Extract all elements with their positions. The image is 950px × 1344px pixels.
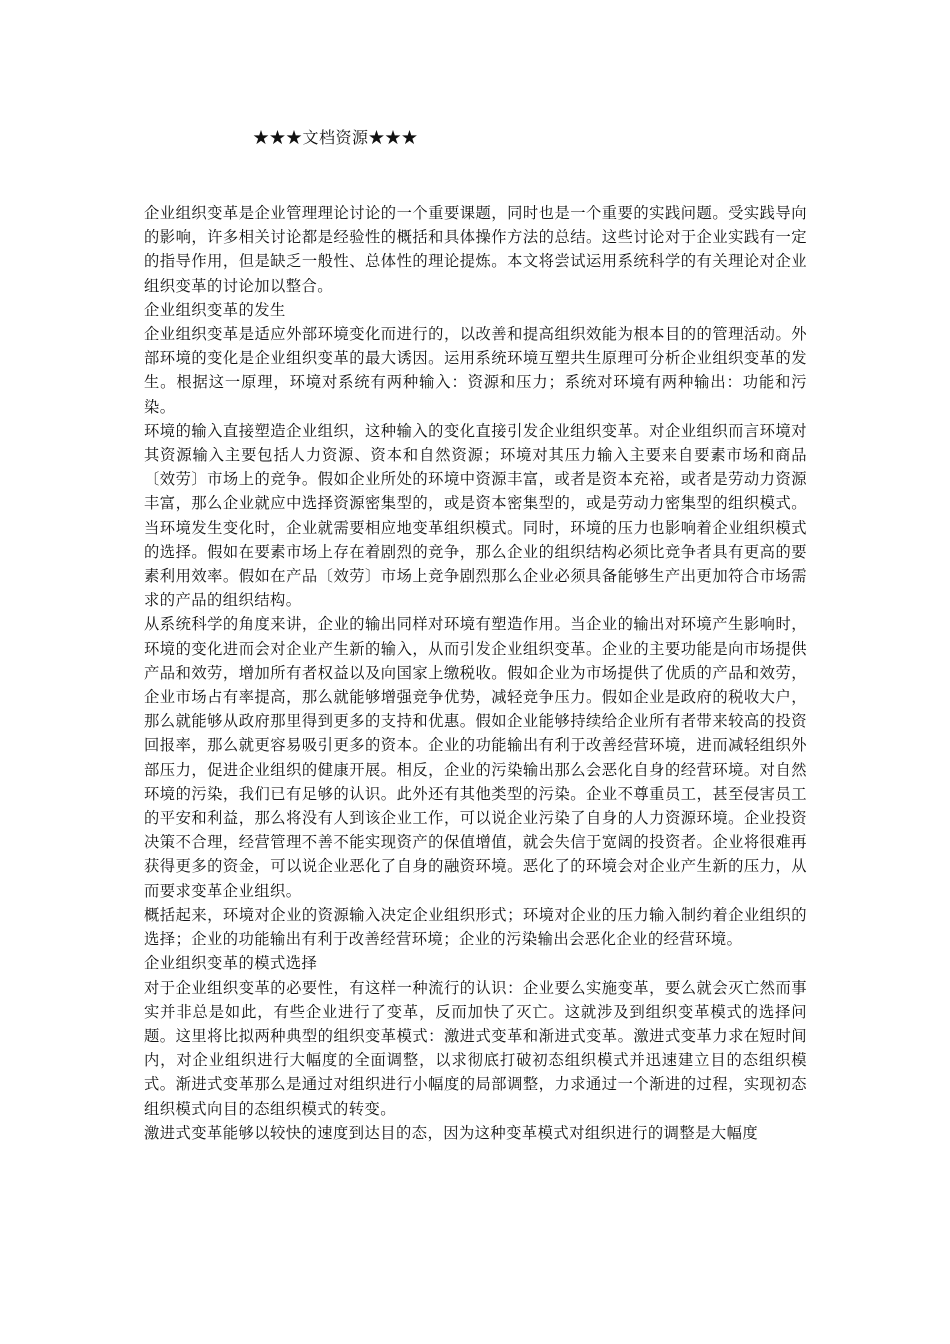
document-header-title: ★★★文档资源★★★ <box>253 128 419 147</box>
section-heading-occurrence: 企业组织变革的发生 <box>144 300 286 319</box>
body-paragraph: 概括起来，环境对企业的资源输入决定企业组织形式；环境对企业的压力输入制约着企业组织的选择；企业的功能输出有利于改善经营环境；企业的污染输出会恶化企业的经营环境。 <box>144 905 807 949</box>
body-paragraph: 环境的输入直接塑造企业组织，这种输入的变化直接引发企业组织变革。对企业组织而言环境对其资源输入主要包括人力资源、资本和自然资源；环境对其压力输入主要来自要素市场和商品〔效劳〕市场上的竞争。假如企业所处的环境中资源丰富，或者是资本充裕，或者是劳动力资源丰富，那么企业就应中选择资源密集型的，或是资本密集型的，或是劳动力密集型的组织模式。当环境发生变化时，企业就需要相应地变革组织模式。同时，环境的压力也影响着企业组织模式的选择。假如在要素市场上存在着剧烈的竞争，那么企业的组织结构必须比竞争者具有更高的要素利用效率。假如在产品〔效劳〕市场上竞争剧烈那么企业必须具备能够生产出更加符合市场需求的产品的组织结构。 <box>144 421 807 610</box>
document-body <box>144 201 807 1145</box>
section-heading-mode-selection: 企业组织变革的模式选择 <box>144 954 318 973</box>
body-paragraph: 激进式变革能够以较快的速度到达目的态，因为这种变革模式对组织进行的调整是大幅度 <box>144 1123 759 1142</box>
body-paragraph: 从系统科学的角度来讲，企业的输出同样对环境有塑造作用。当企业的输出对环境产生影响时，环境的变化进而会对企业产生新的输入，从而引发企业组织变革。企业的主要功能是向市场提供产品和效劳，增加所有者权益以及向国家上缴税收。假如企业为市场提供了优质的产品和效劳，企业市场占有率提高，那么就能够增强竞争优势，减轻竞争压力。假如企业是政府的税收大户，那么就能够从政府那里得到更多的支持和优惠。假如企业能够持续给企业所有者带来较高的投资回报率，那么就更容易吸引更多的资本。企业的功能输出有利于改善经营环境，进而减轻组织外部压力，促进企业组织的健康开展。相反，企业的污染输出那么会恶化自身的经营环境。对自然环境的污染，我们已有足够的认识。此外还有其他类型的污染。企业不尊重员工，甚至侵害员工的平安和利益，那么将没有人到该企业工作，可以说企业污染了自身的人力资源环境。企业投资决策不合理，经营管理不善不能实现资产的保值增值，就会失信于宽阔的投资者。企业将很难再获得更多的资金，可以说企业恶化了自身的融资环境。恶化了的环境会对企业产生新的压力，从而要求变革企业组织。 <box>144 615 807 900</box>
body-paragraph: 对于企业组织变革的必要性，有这样一种流行的认识：企业要么实施变革，要么就会灭亡然而事实并非总是如此，有些企业进行了变革，反而加快了灭亡。这就涉及到组织变革模式的选择问题。这里将比拟两种典型的组织变革模式：激进式变革和渐进式变革。激进式变革力求在短时间内，对企业组织进行大幅度的全面调整，以求彻底打破初态组织模式并迅速建立目的态组织模式。渐进式变革那么是通过对组织进行小幅度的局部调整，力求通过一个渐进的过程，实现初态组织模式向目的态组织模式的转变。 <box>144 978 807 1118</box>
body-paragraph: 企业组织变革是适应外部环境变化而进行的，以改善和提高组织效能为根本目的的管理活动。外部环境的变化是企业组织变革的最大诱因。运用系统环境互塑共生原理可分析企业组织变革的发生。根据这一原理，环境对系统有两种输入：资源和压力；系统对环境有两种输出：功能和污染。 <box>144 325 807 416</box>
body-paragraph-intro: 企业组织变革是企业管理理论讨论的一个重要课题，同时也是一个重要的实践问题。受实践导向的影响，许多相关讨论都是经验性的概括和具体操作方法的总结。这些讨论对于企业实践有一定的指导作用，但是缺乏一般性、总体性的理论提炼。本文将尝试运用系统科学的有关理论对企业组织变革的讨论加以整合。 <box>144 204 807 295</box>
